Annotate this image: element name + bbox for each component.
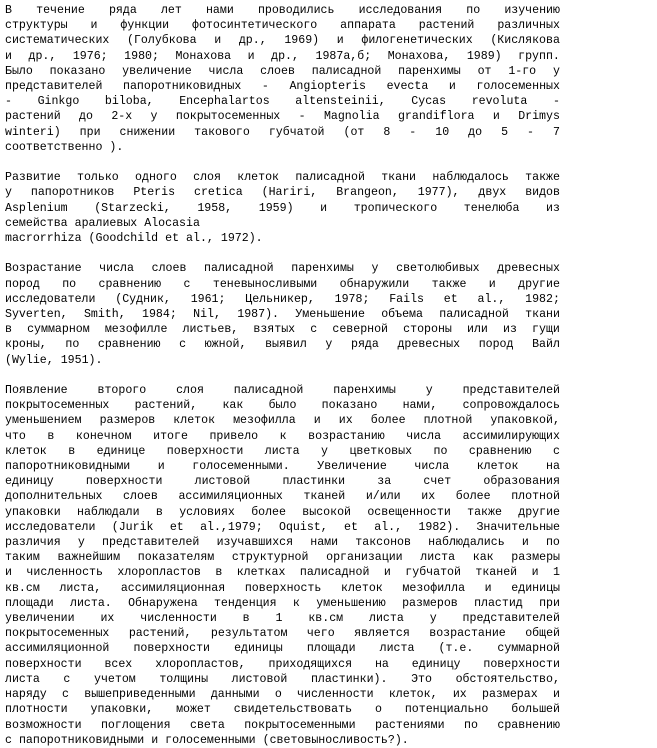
text-line: структуры и функции фотосинтетического аппарата растений различных — [5, 19, 560, 33]
paragraph — [5, 170, 560, 246]
text-line: Возрастание числа слоев палисадной паренхимы у светолюбивых древесных — [5, 262, 560, 276]
text-line: Asplenium (Starzecki, 1958, 1959) и тропического тенелюба из — [5, 201, 560, 215]
text-line: winteri) при снижении такового губчатой (от 8 - 10 до 5 - 7 — [5, 125, 560, 139]
document-body — [5, 3, 560, 748]
text-line: кроны, по сравнению с южной, выявил у ряда древесных пород Вайл — [5, 338, 560, 352]
text-line: покрытосеменных растений, результатом чего является возрастание общей — [5, 627, 560, 641]
text-line: (Wylie, 1951). — [5, 353, 103, 367]
text-line: растений до 2-х у покрытосеменных - Magnolia grandiflora и Drimys — [5, 110, 560, 124]
text-line: уменьшением размеров клеток мезофилла и их более плотной упаковкой, — [5, 414, 560, 428]
text-line: поверхности всех хлоропластов, приходящихся на единицу поверхности — [5, 657, 560, 671]
text-line: возможности поглощения света покрытосеменными растениями по сравнению — [5, 718, 560, 732]
text-line: Syverten, Smith, 1984; Nil, 1987). Уменьшение объема палисадной ткани — [5, 308, 560, 322]
text-line: листа с учетом толщины листовой пластинки). Это обстоятельство, — [5, 672, 560, 686]
text-line: Развитие только одного слоя клеток палисадной ткани наблюдалось также — [5, 171, 560, 185]
text-line: дополнительных слоев ассимиляционных тканей и/или их более плотной — [5, 490, 560, 504]
paragraph — [5, 3, 560, 155]
document-text — [5, 3, 560, 748]
text-line: и численность хлоропластов в клетках палисадной и губчатой тканей и 1 — [5, 566, 560, 580]
text-line: исследователи (Судник, 1961; Цельникер, 1978; Fails et al., 1982; — [5, 292, 560, 306]
text-line: таким важнейшим показателям структурной организации листа как размеры — [5, 551, 560, 565]
paragraph — [5, 261, 560, 367]
text-line: В течение ряда лет нами проводились исследования по изучению — [5, 4, 560, 17]
text-line: кв.см листа, ассимиляционная поверхность клеток мезофилла и единицы — [5, 581, 560, 595]
text-line: у папоротников Pteris cretica (Hariri, Brangeon, 1977), двух видов — [5, 186, 560, 200]
text-line: ассимиляционной поверхности единицы площади листа (т.е. суммарной — [5, 642, 560, 656]
text-line: систематических (Голубкова и др., 1969) и филогенетических (Кислякова — [5, 34, 560, 48]
text-line: macrorrhiza (Goodchild et al., 1972). — [5, 232, 263, 246]
text-line: соответственно ). — [5, 140, 124, 154]
text-line: представителей папоротниковидных - Angiopteris evecta и голосеменных — [5, 80, 560, 94]
text-line: что в конечном итоге привело к возрастанию числа ассимилирующих — [5, 429, 560, 443]
text-line: площади листа. Обнаружена тенденция к уменьшению размеров пластид при — [5, 596, 560, 610]
text-line: покрытосеменных растений, как было показано нами, сопровождалось — [5, 399, 560, 413]
text-line: плотности упаковки, может свидетельствовать о потенциально большей — [5, 703, 560, 717]
text-line: упаковки наблюдали в условиях более высокой освещенности также другие — [5, 505, 560, 519]
text-line: единицу поверхности листовой пластинки за счет образования — [5, 475, 560, 489]
text-line: пород по сравнению с теневыносливыми обнаружили также и другие — [5, 277, 560, 291]
paragraph — [5, 383, 560, 748]
text-line: папоротниковидными и голосеменными. Увеличение числа клеток на — [5, 460, 560, 474]
text-line: увеличении их численности в 1 кв.см листа у представителей — [5, 612, 560, 626]
text-line: исследователи (Jurik et al.,1979; Oquist, et al., 1982). Значительные — [5, 520, 560, 534]
text-line: различия у представителей изучавшихся нами таксонов наблюдались и по — [5, 536, 560, 550]
text-line: - Ginkgo biloba, Encephalartos altensteinii, Cycas revoluta - — [5, 95, 560, 109]
text-line: в суммарном мезофилле листьев, взятых с северной стороны или из гущи — [5, 323, 560, 337]
text-line: Появление второго слоя палисадной паренхимы у представителей — [5, 384, 560, 398]
text-line: с папоротниковидными и голосеменными (световыносливость?). — [5, 733, 409, 747]
text-line: Было показано увеличение числа слоев палисадной паренхимы от 1-го у — [5, 64, 560, 78]
text-line: наряду с вышеприведенными данными о численности клеток, их размерах и — [5, 688, 560, 702]
text-line: клеток в единице поверхности листа у цветковых по сравнению с — [5, 444, 560, 458]
text-line: семейства аралиевых Alocasia — [5, 216, 200, 230]
text-line: и др., 1976; 1980; Монахова и др., 1987а,б; Монахова, 1989) групп. — [5, 49, 560, 63]
